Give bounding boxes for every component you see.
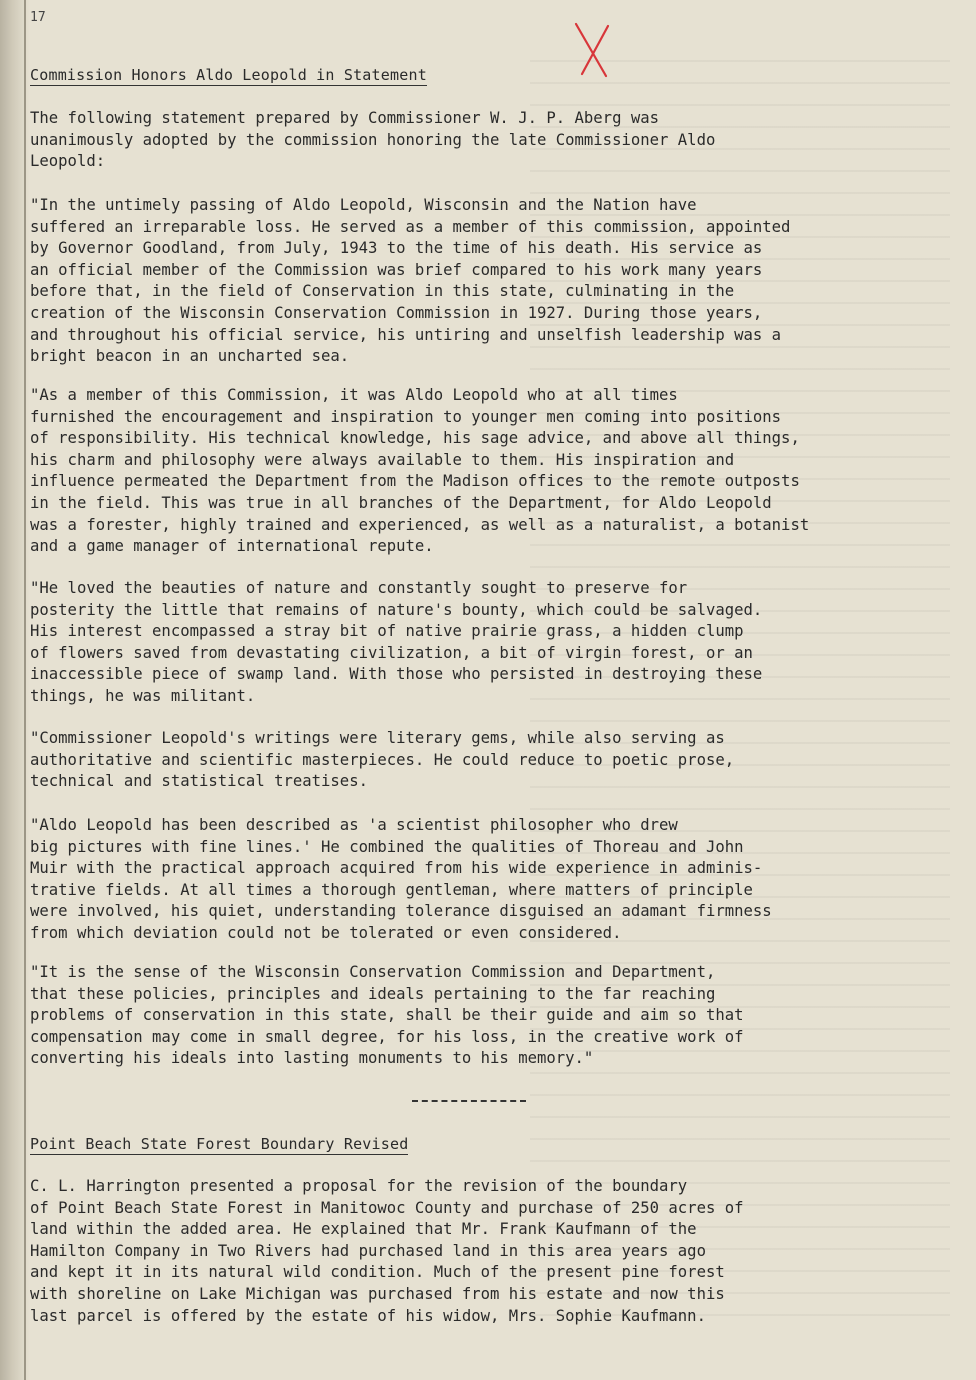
section-divider: [412, 1100, 526, 1102]
paragraph-intro: The following statement prepared by Commissioner W. J. P. Aberg was unanimously adopted by the commission honoring the late Commissioner Aldo Leopold:: [30, 109, 716, 171]
red-x-mark-icon: [572, 20, 612, 80]
paragraph-statement-4: "Commissioner Leopold's writings were literary gems, while also serving as authoritative and scientific masterpieces. He could reduce to poetic prose, technical and statistical treatises.: [30, 729, 735, 791]
paragraph-point-beach: C. L. Harrington presented a proposal for the revision of the boundary of Point Beach State Forest in Manitowoc County and purchase of 250 acres of land within the added area. He explained that Mr. Frank Kaufmann of the Hamilton Company in Two Rivers had purchased land in this area years ago and kept it in its natural wild condition. Much of the present pine forest with shoreline on Lake Michigan was purchased from his estate and now this last parcel is offered by the estate of his widow, Mrs. Sophie Kaufmann.: [30, 1177, 744, 1325]
paragraph-statement-3: "He loved the beauties of nature and constantly sought to preserve for posterity the little that remains of nature's bounty, which could be salvaged. His interest encompassed a stray bit of native prairie grass, a hidden clump of flowers saved from devastating civilization, a bit of virgin forest, or an inaccessible piece of swamp land. With those who persisted in destroying these things, he was militant.: [30, 579, 763, 705]
page-number: 17: [30, 10, 46, 25]
section-heading-leopold: Commission Honors Aldo Leopold in Statement: [30, 66, 427, 84]
section-heading-point-beach: Point Beach State Forest Boundary Revised: [30, 1135, 409, 1153]
page-fold: [24, 0, 26, 1380]
paragraph-statement-5: "Aldo Leopold has been described as 'a scientist philosopher who drew big pictures with fine lines.' He combined the qualities of Thoreau and John Muir with the practical approach acquired from his wide experience in adminis- trative fields. At all times a thorough gentleman, where matters of principle were involved, his quiet, understanding tolerance disguised an adamant firmness from which deviation could not be tolerated or even considered.: [30, 816, 772, 942]
paragraph-statement-1: "In the untimely passing of Aldo Leopold, Wisconsin and the Nation have suffered an irreparable loss. He served as a member of this commission, appointed by Governor Goodland, from July, 1943 to the time of his death. His service as an official member of the Commission was brief compared to his work many years before that, in the field of Conservation in this state, culminating in the creation of the Wisconsin Conservation Commission in 1927. During those years, and throughout his official service, his untiring and unselfish leadership was a bright beacon in an uncharted sea.: [30, 196, 791, 366]
paragraph-statement-6: "It is the sense of the Wisconsin Conservation Commission and Department, that these policies, principles and ideals pertaining to the far reaching problems of conservation in this state, shall be their guide and aim so that compensation may come in small degree, for his loss, in the creative work of converting his ideals into lasting monuments to his memory.": [30, 963, 744, 1068]
paragraph-statement-2: "As a member of this Commission, it was Aldo Leopold who at all times furnished the encouragement and inspiration to younger men coming into positions of responsibility. His technical knowledge, his sage advice, and above all things, his charm and philosophy were always available to them. His inspiration and influence permeated the Department from the Madison offices to the remote outposts in the field. This was true in all branches of the Department, for Aldo Leopold was a forester, highly trained and experienced, as well as a naturalist, a botanist and a game manager of international repute.: [30, 386, 810, 556]
